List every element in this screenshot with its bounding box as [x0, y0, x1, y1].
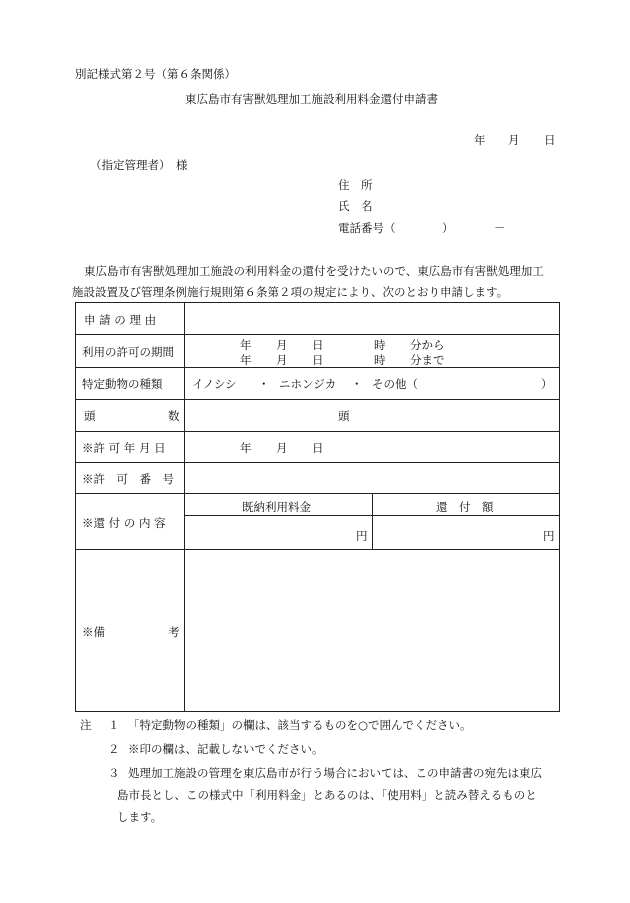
period-from-hour: 時 — [374, 338, 386, 352]
name-label: 氏 名 — [338, 199, 373, 213]
date-day-label: 日 — [544, 133, 556, 147]
period-to-minute: 分まで — [410, 353, 445, 367]
phone-dash: － — [494, 221, 506, 235]
note-continuation: 島市長とし、この様式中「利用料金」とあるのは、「使用料」と読み替えるものと — [117, 788, 537, 802]
intro-line-1: 東広島市有害獣処理加工施設の利用料金の還付を受けたいので、東広島市有害獣処理加工 — [84, 264, 544, 278]
count-label-a: 頭 — [84, 409, 96, 423]
row-line — [76, 549, 559, 550]
note-number: ３ — [108, 766, 120, 780]
refund-unit: 円 — [543, 529, 555, 543]
application-table — [75, 302, 560, 712]
refund-label: ※還 付 の 内 容 — [82, 516, 166, 530]
paid-fee-unit: 円 — [356, 529, 368, 543]
date-month-label: 月 — [508, 133, 520, 147]
note-number: ２ — [108, 742, 120, 756]
animal-option-separator: ・ — [351, 377, 363, 391]
note-text: 「特定動物の種類」の欄は、該当するものを○で囲んでください。 — [128, 718, 472, 732]
period-to-month: 月 — [276, 353, 288, 367]
period-from-month: 月 — [276, 338, 288, 352]
note-text: 処理加工施設の管理を東広島市が行う場合においては、この申請書の宛先は東広 — [128, 766, 542, 780]
refund-amount-header: 還 付 額 — [436, 500, 494, 514]
reason-label: 申 請 の 理 由 — [84, 313, 157, 327]
phone-close: ） — [442, 221, 454, 235]
animal-option-close: ） — [541, 377, 553, 391]
animal-option-separator: ・ — [258, 377, 270, 391]
row-line — [76, 462, 559, 463]
permit-number-label: ※許 可 番 号 — [82, 472, 174, 486]
addressee-org: （指定管理者） — [90, 158, 171, 172]
address-label: 住 所 — [338, 178, 373, 192]
period-from-minute: 分から — [410, 338, 445, 352]
remarks-label-a: ※備 — [82, 625, 105, 639]
animal-option-other[interactable]: その他（ — [372, 377, 418, 391]
period-to-day: 日 — [312, 353, 324, 367]
addressee-honorific: 様 — [176, 158, 188, 172]
permit-date-label: ※許 可 年 月 日 — [82, 441, 166, 455]
row-line — [76, 334, 559, 335]
notes-prefix: 注 — [80, 718, 92, 732]
period-from-day: 日 — [312, 338, 324, 352]
animal-type-label: 特定動物の種類 — [82, 377, 163, 391]
row-line — [76, 493, 559, 494]
animal-option-boar[interactable]: イノシシ — [192, 377, 237, 391]
permit-date-month: 月 — [276, 441, 288, 455]
intro-line-2: 施設設置及び管理条例施行規則第６条第２項の規定により、次のとおり申請します。 — [72, 285, 509, 299]
reason-field[interactable] — [186, 305, 556, 332]
permit-date-day: 日 — [312, 441, 324, 455]
row-line — [76, 431, 559, 432]
note-continuation: します。 — [117, 810, 163, 824]
count-label-b: 数 — [168, 409, 180, 423]
permit-date-year: 年 — [240, 441, 252, 455]
remarks-label-b: 考 — [168, 625, 180, 639]
count-unit: 頭 — [338, 409, 350, 423]
refund-column-divider — [372, 493, 373, 549]
phone-label: 電話番号（ — [338, 221, 396, 235]
date-year-label: 年 — [474, 133, 486, 147]
note-text: ※印の欄は、記載しないでください。 — [128, 742, 324, 756]
note-number: １ — [108, 718, 120, 732]
label-column-divider — [184, 303, 185, 711]
period-from-year: 年 — [240, 338, 252, 352]
page-title: 東広島市有害獣処理加工施設利用料金還付申請書 — [185, 92, 438, 106]
animal-option-deer[interactable]: ニホンジカ — [279, 377, 337, 391]
form-number: 別記様式第２号（第６条関係） — [75, 67, 236, 81]
permit-period-label: 利用の許可の期間 — [82, 345, 174, 359]
period-to-hour: 時 — [374, 353, 386, 367]
period-to-year: 年 — [240, 353, 252, 367]
row-line — [76, 399, 559, 400]
paid-fee-header: 既納利用料金 — [242, 500, 311, 514]
